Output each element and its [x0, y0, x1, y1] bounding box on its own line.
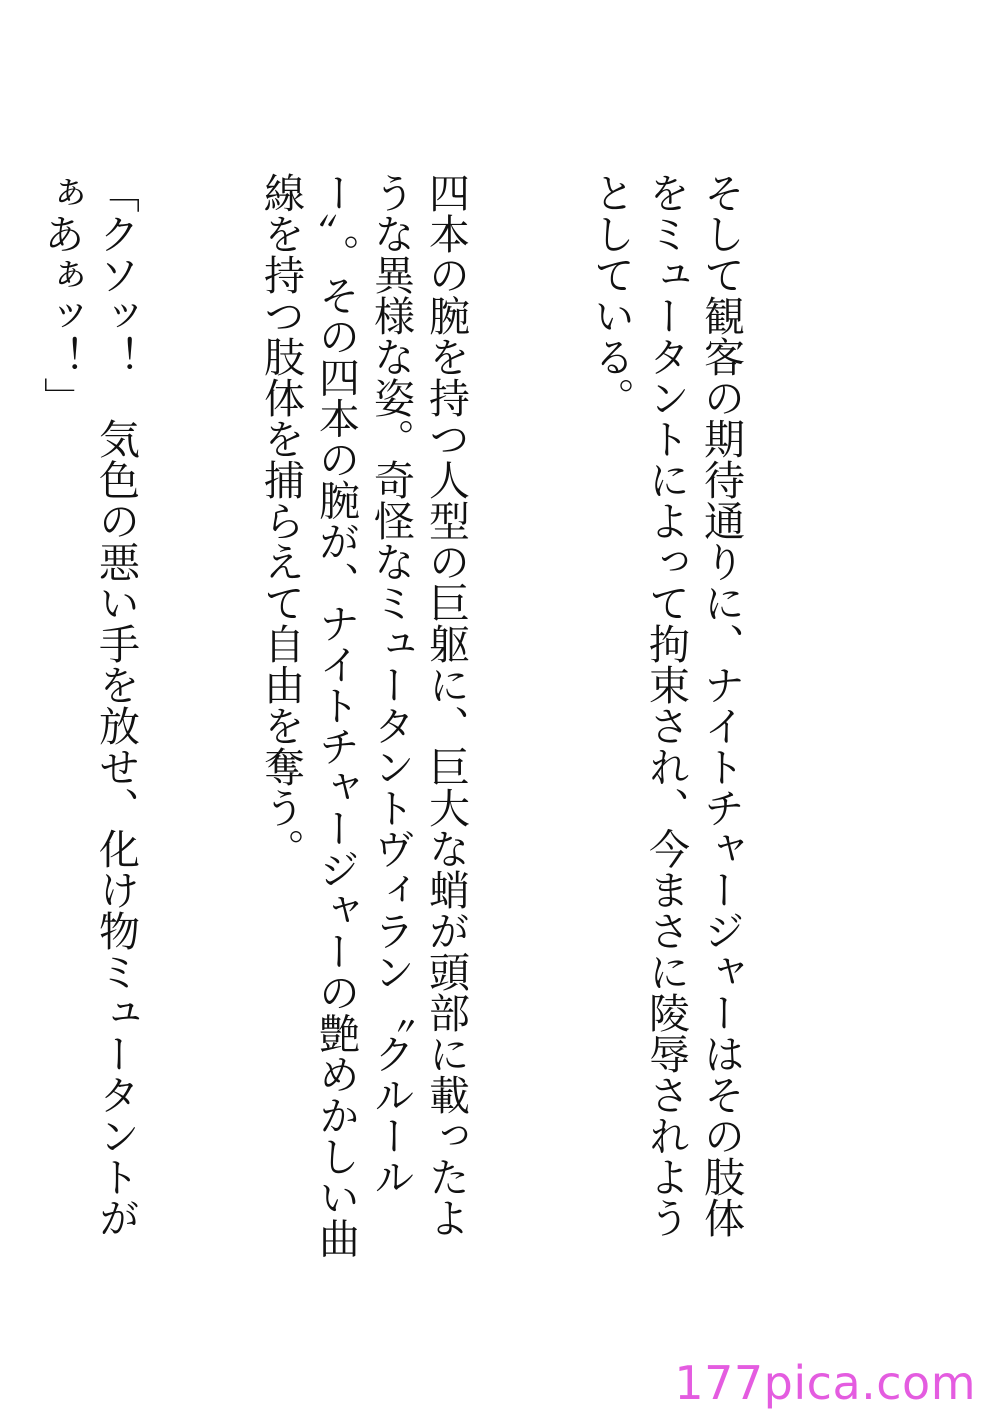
paragraph-3: 「クソッ！ 気色の悪い手を放せ、化け物ミュータントがぁあぁッ！」 — [37, 172, 140, 1238]
body-text — [0, 172, 858, 1272]
paragraph-1: そして観客の期待通りに、ナイトチャージャーはその肢体をミュータントによって拘束され、今まさに陵辱されようとしている。 — [587, 172, 745, 1238]
watermark: 177pica.com — [674, 1356, 976, 1410]
paragraph-2: 四本の腕を持つ人型の巨躯に、巨大な蛸が頭部に載ったような異様な姿。奇怪なミュータントヴィラン〝クルールー〟。その四本の腕が、ナイトチャージャーの艶めかしい曲線を持つ肢体を捕らえて自由を奪う。 — [257, 172, 470, 1259]
